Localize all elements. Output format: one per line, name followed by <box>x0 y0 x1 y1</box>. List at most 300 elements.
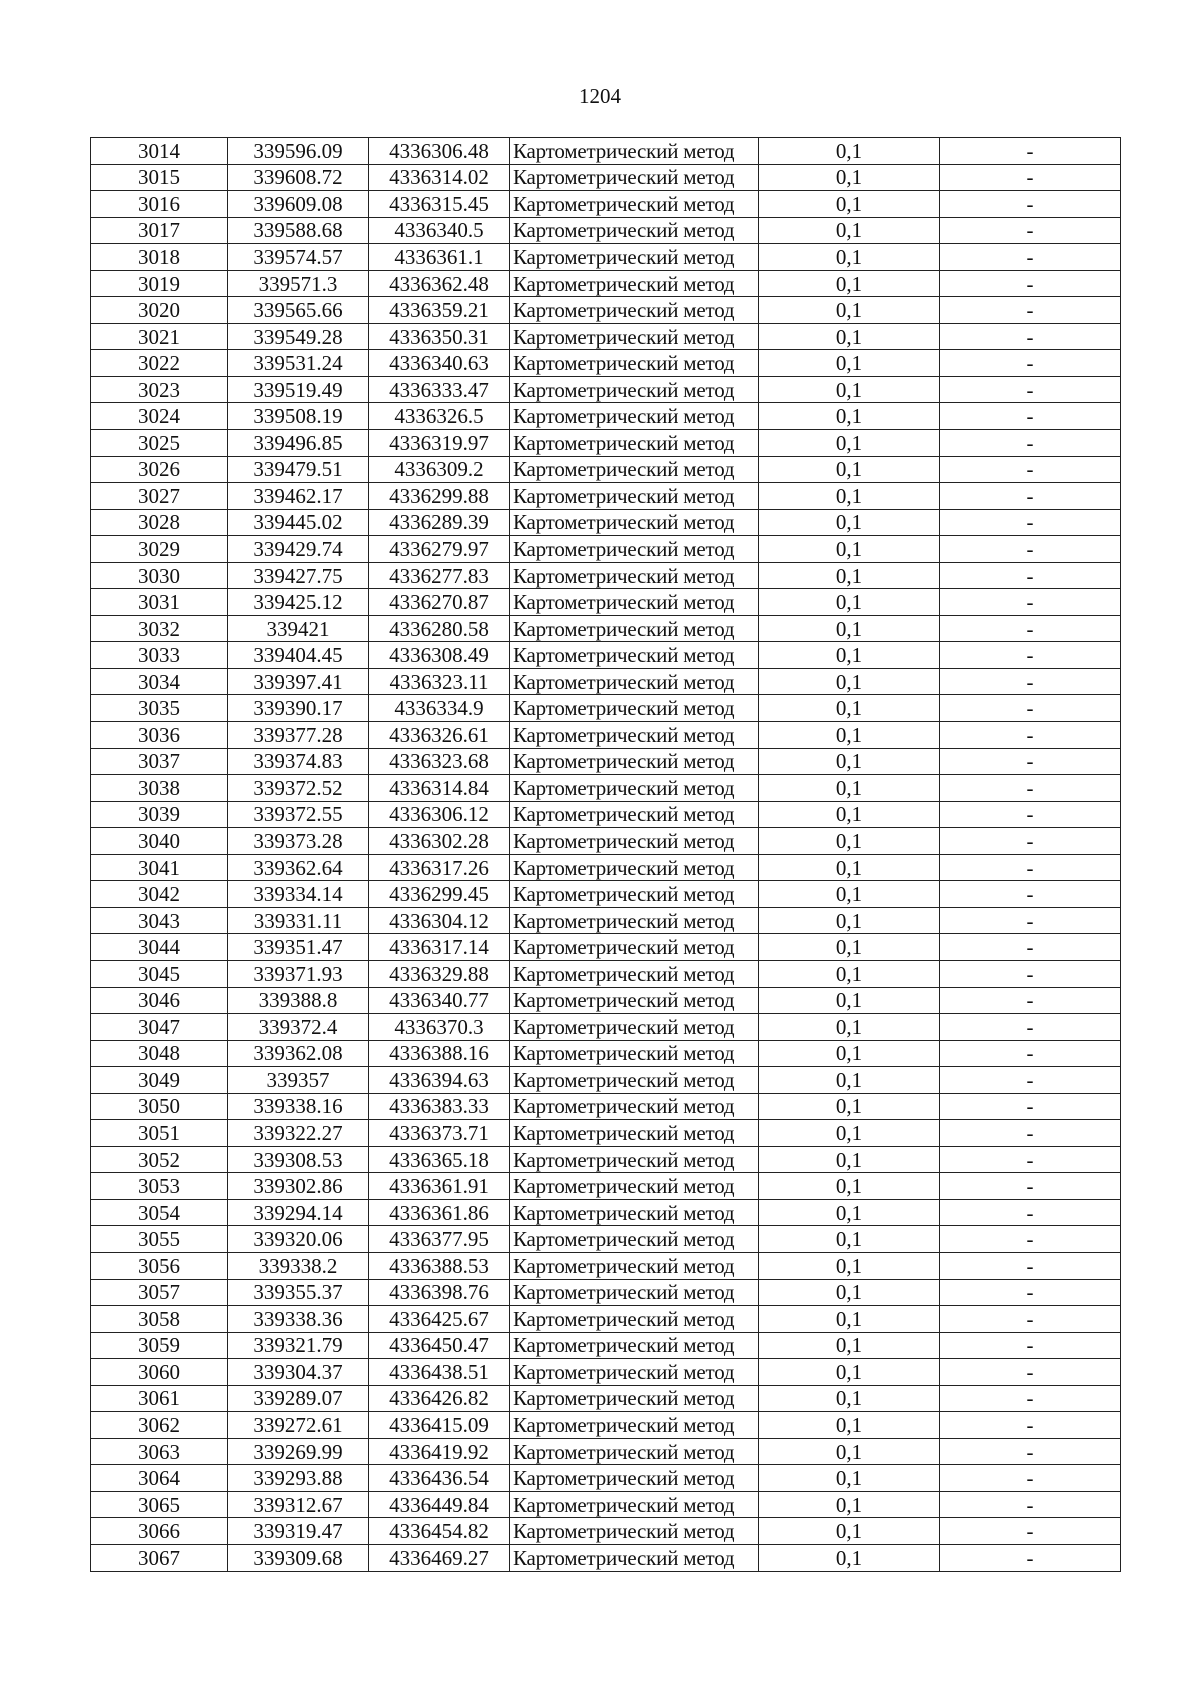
accuracy-cell: 0,1 <box>759 1359 940 1386</box>
note-cell: - <box>940 1173 1121 1200</box>
accuracy-cell: 0,1 <box>759 1252 940 1279</box>
y-coordinate-cell: 4336436.54 <box>369 1465 510 1492</box>
x-coordinate-cell: 339372.55 <box>228 801 369 828</box>
table-row <box>91 589 1121 616</box>
accuracy-cell: 0,1 <box>759 536 940 563</box>
table-row <box>91 138 1121 165</box>
accuracy-cell: 0,1 <box>759 1279 940 1306</box>
point-number-cell: 3051 <box>91 1120 228 1147</box>
point-number-cell: 3027 <box>91 483 228 510</box>
x-coordinate-cell: 339308.53 <box>228 1146 369 1173</box>
y-coordinate-cell: 4336365.18 <box>369 1146 510 1173</box>
accuracy-cell: 0,1 <box>759 191 940 218</box>
table-row <box>91 907 1121 934</box>
point-number-cell: 3018 <box>91 244 228 271</box>
note-cell: - <box>940 589 1121 616</box>
point-number-cell: 3061 <box>91 1385 228 1412</box>
method-cell: Картометрический метод <box>510 562 759 589</box>
note-cell: - <box>940 164 1121 191</box>
method-cell: Картометрический метод <box>510 775 759 802</box>
y-coordinate-cell: 4336361.91 <box>369 1173 510 1200</box>
method-cell: Картометрический метод <box>510 695 759 722</box>
method-cell: Картометрический метод <box>510 1199 759 1226</box>
table-row <box>91 1199 1121 1226</box>
coordinates-table-body <box>91 138 1121 1572</box>
note-cell: - <box>940 1518 1121 1545</box>
accuracy-cell: 0,1 <box>759 509 940 536</box>
accuracy-cell: 0,1 <box>759 934 940 961</box>
x-coordinate-cell: 339588.68 <box>228 217 369 244</box>
y-coordinate-cell: 4336306.48 <box>369 138 510 165</box>
note-cell: - <box>940 430 1121 457</box>
method-cell: Картометрический метод <box>510 1306 759 1333</box>
note-cell: - <box>940 615 1121 642</box>
y-coordinate-cell: 4336314.02 <box>369 164 510 191</box>
table-row <box>91 642 1121 669</box>
x-coordinate-cell: 339565.66 <box>228 297 369 324</box>
point-number-cell: 3015 <box>91 164 228 191</box>
y-coordinate-cell: 4336361.86 <box>369 1199 510 1226</box>
table-row <box>91 536 1121 563</box>
table-row <box>91 297 1121 324</box>
y-coordinate-cell: 4336388.53 <box>369 1252 510 1279</box>
y-coordinate-cell: 4336419.92 <box>369 1438 510 1465</box>
point-number-cell: 3014 <box>91 138 228 165</box>
note-cell: - <box>940 297 1121 324</box>
y-coordinate-cell: 4336304.12 <box>369 907 510 934</box>
y-coordinate-cell: 4336333.47 <box>369 376 510 403</box>
table-row <box>91 244 1121 271</box>
note-cell: - <box>940 1279 1121 1306</box>
point-number-cell: 3020 <box>91 297 228 324</box>
accuracy-cell: 0,1 <box>759 1438 940 1465</box>
method-cell: Картометрический метод <box>510 430 759 457</box>
accuracy-cell: 0,1 <box>759 668 940 695</box>
method-cell: Картометрический метод <box>510 589 759 616</box>
accuracy-cell: 0,1 <box>759 164 940 191</box>
y-coordinate-cell: 4336340.77 <box>369 987 510 1014</box>
x-coordinate-cell: 339331.11 <box>228 907 369 934</box>
y-coordinate-cell: 4336323.68 <box>369 748 510 775</box>
method-cell: Картометрический метод <box>510 138 759 165</box>
method-cell: Картометрический метод <box>510 456 759 483</box>
table-row <box>91 483 1121 510</box>
y-coordinate-cell: 4336438.51 <box>369 1359 510 1386</box>
y-coordinate-cell: 4336299.88 <box>369 483 510 510</box>
method-cell: Картометрический метод <box>510 1465 759 1492</box>
x-coordinate-cell: 339312.67 <box>228 1491 369 1518</box>
x-coordinate-cell: 339272.61 <box>228 1412 369 1439</box>
method-cell: Картометрический метод <box>510 244 759 271</box>
point-number-cell: 3023 <box>91 376 228 403</box>
y-coordinate-cell: 4336450.47 <box>369 1332 510 1359</box>
x-coordinate-cell: 339371.93 <box>228 960 369 987</box>
method-cell: Картометрический метод <box>510 376 759 403</box>
point-number-cell: 3053 <box>91 1173 228 1200</box>
table-row <box>91 509 1121 536</box>
table-row <box>91 1146 1121 1173</box>
method-cell: Картометрический метод <box>510 1067 759 1094</box>
method-cell: Картометрический метод <box>510 801 759 828</box>
table-row <box>91 376 1121 403</box>
y-coordinate-cell: 4336299.45 <box>369 881 510 908</box>
x-coordinate-cell: 339304.37 <box>228 1359 369 1386</box>
accuracy-cell: 0,1 <box>759 1093 940 1120</box>
accuracy-cell: 0,1 <box>759 1306 940 1333</box>
method-cell: Картометрический метод <box>510 217 759 244</box>
x-coordinate-cell: 339429.74 <box>228 536 369 563</box>
x-coordinate-cell: 339355.37 <box>228 1279 369 1306</box>
table-row <box>91 987 1121 1014</box>
note-cell: - <box>940 934 1121 961</box>
table-row <box>91 217 1121 244</box>
y-coordinate-cell: 4336454.82 <box>369 1518 510 1545</box>
note-cell: - <box>940 1359 1121 1386</box>
note-cell: - <box>940 1332 1121 1359</box>
point-number-cell: 3052 <box>91 1146 228 1173</box>
point-number-cell: 3055 <box>91 1226 228 1253</box>
x-coordinate-cell: 339574.57 <box>228 244 369 271</box>
note-cell: - <box>940 642 1121 669</box>
method-cell: Картометрический метод <box>510 1093 759 1120</box>
coordinates-table <box>90 137 1121 1572</box>
table-row <box>91 775 1121 802</box>
method-cell: Картометрический метод <box>510 881 759 908</box>
note-cell: - <box>940 1306 1121 1333</box>
method-cell: Картометрический метод <box>510 1544 759 1571</box>
accuracy-cell: 0,1 <box>759 1226 940 1253</box>
accuracy-cell: 0,1 <box>759 1173 940 1200</box>
method-cell: Картометрический метод <box>510 536 759 563</box>
note-cell: - <box>940 376 1121 403</box>
point-number-cell: 3025 <box>91 430 228 457</box>
method-cell: Картометрический метод <box>510 1438 759 1465</box>
accuracy-cell: 0,1 <box>759 350 940 377</box>
table-row <box>91 801 1121 828</box>
note-cell: - <box>940 536 1121 563</box>
y-coordinate-cell: 4336302.28 <box>369 828 510 855</box>
y-coordinate-cell: 4336340.63 <box>369 350 510 377</box>
note-cell: - <box>940 1146 1121 1173</box>
x-coordinate-cell: 339293.88 <box>228 1465 369 1492</box>
accuracy-cell: 0,1 <box>759 483 940 510</box>
method-cell: Картометрический метод <box>510 668 759 695</box>
point-number-cell: 3024 <box>91 403 228 430</box>
table-row <box>91 1252 1121 1279</box>
point-number-cell: 3064 <box>91 1465 228 1492</box>
accuracy-cell: 0,1 <box>759 1120 940 1147</box>
accuracy-cell: 0,1 <box>759 1146 940 1173</box>
point-number-cell: 3067 <box>91 1544 228 1571</box>
accuracy-cell: 0,1 <box>759 748 940 775</box>
table-row <box>91 1518 1121 1545</box>
method-cell: Картометрический метод <box>510 1491 759 1518</box>
y-coordinate-cell: 4336315.45 <box>369 191 510 218</box>
y-coordinate-cell: 4336326.5 <box>369 403 510 430</box>
accuracy-cell: 0,1 <box>759 1332 940 1359</box>
note-cell: - <box>940 270 1121 297</box>
accuracy-cell: 0,1 <box>759 1199 940 1226</box>
accuracy-cell: 0,1 <box>759 430 940 457</box>
table-row <box>91 1385 1121 1412</box>
note-cell: - <box>940 1385 1121 1412</box>
y-coordinate-cell: 4336350.31 <box>369 323 510 350</box>
table-row <box>91 1332 1121 1359</box>
point-number-cell: 3036 <box>91 722 228 749</box>
accuracy-cell: 0,1 <box>759 801 940 828</box>
table-row <box>91 960 1121 987</box>
table-row <box>91 1014 1121 1041</box>
note-cell: - <box>940 1093 1121 1120</box>
method-cell: Картометрический метод <box>510 854 759 881</box>
accuracy-cell: 0,1 <box>759 907 940 934</box>
table-row <box>91 270 1121 297</box>
method-cell: Картометрический метод <box>510 1385 759 1412</box>
table-row <box>91 1067 1121 1094</box>
note-cell: - <box>940 960 1121 987</box>
accuracy-cell: 0,1 <box>759 828 940 855</box>
method-cell: Картометрический метод <box>510 350 759 377</box>
method-cell: Картометрический метод <box>510 297 759 324</box>
method-cell: Картометрический метод <box>510 1412 759 1439</box>
point-number-cell: 3033 <box>91 642 228 669</box>
y-coordinate-cell: 4336373.71 <box>369 1120 510 1147</box>
x-coordinate-cell: 339338.36 <box>228 1306 369 1333</box>
method-cell: Картометрический метод <box>510 907 759 934</box>
accuracy-cell: 0,1 <box>759 1412 940 1439</box>
point-number-cell: 3041 <box>91 854 228 881</box>
table-row <box>91 1226 1121 1253</box>
y-coordinate-cell: 4336449.84 <box>369 1491 510 1518</box>
y-coordinate-cell: 4336314.84 <box>369 775 510 802</box>
y-coordinate-cell: 4336377.95 <box>369 1226 510 1253</box>
y-coordinate-cell: 4336370.3 <box>369 1014 510 1041</box>
x-coordinate-cell: 339421 <box>228 615 369 642</box>
note-cell: - <box>940 191 1121 218</box>
method-cell: Картометрический метод <box>510 1518 759 1545</box>
x-coordinate-cell: 339362.64 <box>228 854 369 881</box>
accuracy-cell: 0,1 <box>759 1040 940 1067</box>
y-coordinate-cell: 4336326.61 <box>369 722 510 749</box>
point-number-cell: 3049 <box>91 1067 228 1094</box>
point-number-cell: 3030 <box>91 562 228 589</box>
table-row <box>91 456 1121 483</box>
x-coordinate-cell: 339374.83 <box>228 748 369 775</box>
x-coordinate-cell: 339372.52 <box>228 775 369 802</box>
note-cell: - <box>940 1544 1121 1571</box>
method-cell: Картометрический метод <box>510 1040 759 1067</box>
note-cell: - <box>940 483 1121 510</box>
point-number-cell: 3043 <box>91 907 228 934</box>
y-coordinate-cell: 4336279.97 <box>369 536 510 563</box>
point-number-cell: 3048 <box>91 1040 228 1067</box>
table-row <box>91 1359 1121 1386</box>
table-row <box>91 934 1121 961</box>
method-cell: Картометрический метод <box>510 1359 759 1386</box>
note-cell: - <box>940 695 1121 722</box>
accuracy-cell: 0,1 <box>759 960 940 987</box>
accuracy-cell: 0,1 <box>759 1385 940 1412</box>
x-coordinate-cell: 339302.86 <box>228 1173 369 1200</box>
x-coordinate-cell: 339338.2 <box>228 1252 369 1279</box>
method-cell: Картометрический метод <box>510 1252 759 1279</box>
table-row <box>91 695 1121 722</box>
point-number-cell: 3057 <box>91 1279 228 1306</box>
accuracy-cell: 0,1 <box>759 456 940 483</box>
y-coordinate-cell: 4336319.97 <box>369 430 510 457</box>
x-coordinate-cell: 339322.27 <box>228 1120 369 1147</box>
x-coordinate-cell: 339377.28 <box>228 722 369 749</box>
accuracy-cell: 0,1 <box>759 1067 940 1094</box>
note-cell: - <box>940 1014 1121 1041</box>
point-number-cell: 3038 <box>91 775 228 802</box>
accuracy-cell: 0,1 <box>759 138 940 165</box>
point-number-cell: 3047 <box>91 1014 228 1041</box>
accuracy-cell: 0,1 <box>759 1465 940 1492</box>
x-coordinate-cell: 339319.47 <box>228 1518 369 1545</box>
note-cell: - <box>940 775 1121 802</box>
accuracy-cell: 0,1 <box>759 615 940 642</box>
y-coordinate-cell: 4336329.88 <box>369 960 510 987</box>
y-coordinate-cell: 4336317.26 <box>369 854 510 881</box>
x-coordinate-cell: 339427.75 <box>228 562 369 589</box>
point-number-cell: 3056 <box>91 1252 228 1279</box>
note-cell: - <box>940 323 1121 350</box>
x-coordinate-cell: 339351.47 <box>228 934 369 961</box>
x-coordinate-cell: 339425.12 <box>228 589 369 616</box>
y-coordinate-cell: 4336469.27 <box>369 1544 510 1571</box>
note-cell: - <box>940 722 1121 749</box>
y-coordinate-cell: 4336359.21 <box>369 297 510 324</box>
note-cell: - <box>940 1412 1121 1439</box>
y-coordinate-cell: 4336308.49 <box>369 642 510 669</box>
note-cell: - <box>940 562 1121 589</box>
point-number-cell: 3044 <box>91 934 228 961</box>
y-coordinate-cell: 4336362.48 <box>369 270 510 297</box>
method-cell: Картометрический метод <box>510 323 759 350</box>
table-row <box>91 1491 1121 1518</box>
point-number-cell: 3022 <box>91 350 228 377</box>
y-coordinate-cell: 4336317.14 <box>369 934 510 961</box>
table-row <box>91 323 1121 350</box>
x-coordinate-cell: 339362.08 <box>228 1040 369 1067</box>
note-cell: - <box>940 748 1121 775</box>
y-coordinate-cell: 4336340.5 <box>369 217 510 244</box>
y-coordinate-cell: 4336361.1 <box>369 244 510 271</box>
x-coordinate-cell: 339388.8 <box>228 987 369 1014</box>
table-row <box>91 1173 1121 1200</box>
point-number-cell: 3062 <box>91 1412 228 1439</box>
accuracy-cell: 0,1 <box>759 1491 940 1518</box>
accuracy-cell: 0,1 <box>759 1518 940 1545</box>
y-coordinate-cell: 4336323.11 <box>369 668 510 695</box>
point-number-cell: 3058 <box>91 1306 228 1333</box>
note-cell: - <box>940 509 1121 536</box>
note-cell: - <box>940 801 1121 828</box>
x-coordinate-cell: 339334.14 <box>228 881 369 908</box>
note-cell: - <box>940 138 1121 165</box>
note-cell: - <box>940 881 1121 908</box>
y-coordinate-cell: 4336394.63 <box>369 1067 510 1094</box>
note-cell: - <box>940 907 1121 934</box>
table-row <box>91 881 1121 908</box>
x-coordinate-cell: 339390.17 <box>228 695 369 722</box>
point-number-cell: 3065 <box>91 1491 228 1518</box>
accuracy-cell: 0,1 <box>759 403 940 430</box>
point-number-cell: 3019 <box>91 270 228 297</box>
accuracy-cell: 0,1 <box>759 881 940 908</box>
point-number-cell: 3045 <box>91 960 228 987</box>
method-cell: Картометрический метод <box>510 270 759 297</box>
x-coordinate-cell: 339596.09 <box>228 138 369 165</box>
method-cell: Картометрический метод <box>510 828 759 855</box>
y-coordinate-cell: 4336426.82 <box>369 1385 510 1412</box>
point-number-cell: 3054 <box>91 1199 228 1226</box>
point-number-cell: 3042 <box>91 881 228 908</box>
point-number-cell: 3029 <box>91 536 228 563</box>
accuracy-cell: 0,1 <box>759 376 940 403</box>
table-row <box>91 668 1121 695</box>
note-cell: - <box>940 1252 1121 1279</box>
accuracy-cell: 0,1 <box>759 1544 940 1571</box>
note-cell: - <box>940 1491 1121 1518</box>
point-number-cell: 3034 <box>91 668 228 695</box>
y-coordinate-cell: 4336309.2 <box>369 456 510 483</box>
method-cell: Картометрический метод <box>510 1279 759 1306</box>
x-coordinate-cell: 339496.85 <box>228 430 369 457</box>
x-coordinate-cell: 339397.41 <box>228 668 369 695</box>
table-row <box>91 1544 1121 1571</box>
note-cell: - <box>940 1120 1121 1147</box>
method-cell: Картометрический метод <box>510 987 759 1014</box>
accuracy-cell: 0,1 <box>759 775 940 802</box>
point-number-cell: 3059 <box>91 1332 228 1359</box>
x-coordinate-cell: 339609.08 <box>228 191 369 218</box>
note-cell: - <box>940 1040 1121 1067</box>
method-cell: Картометрический метод <box>510 1226 759 1253</box>
x-coordinate-cell: 339320.06 <box>228 1226 369 1253</box>
x-coordinate-cell: 339269.99 <box>228 1438 369 1465</box>
y-coordinate-cell: 4336334.9 <box>369 695 510 722</box>
method-cell: Картометрический метод <box>510 1120 759 1147</box>
x-coordinate-cell: 339321.79 <box>228 1332 369 1359</box>
table-row <box>91 403 1121 430</box>
accuracy-cell: 0,1 <box>759 987 940 1014</box>
x-coordinate-cell: 339571.3 <box>228 270 369 297</box>
x-coordinate-cell: 339289.07 <box>228 1385 369 1412</box>
point-number-cell: 3037 <box>91 748 228 775</box>
table-row <box>91 562 1121 589</box>
note-cell: - <box>940 854 1121 881</box>
accuracy-cell: 0,1 <box>759 722 940 749</box>
accuracy-cell: 0,1 <box>759 642 940 669</box>
table-row <box>91 1093 1121 1120</box>
point-number-cell: 3032 <box>91 615 228 642</box>
point-number-cell: 3026 <box>91 456 228 483</box>
note-cell: - <box>940 1438 1121 1465</box>
table-row <box>91 1040 1121 1067</box>
accuracy-cell: 0,1 <box>759 270 940 297</box>
accuracy-cell: 0,1 <box>759 323 940 350</box>
method-cell: Картометрический метод <box>510 615 759 642</box>
y-coordinate-cell: 4336388.16 <box>369 1040 510 1067</box>
point-number-cell: 3017 <box>91 217 228 244</box>
x-coordinate-cell: 339404.45 <box>228 642 369 669</box>
table-row <box>91 430 1121 457</box>
note-cell: - <box>940 456 1121 483</box>
table-row <box>91 191 1121 218</box>
point-number-cell: 3031 <box>91 589 228 616</box>
